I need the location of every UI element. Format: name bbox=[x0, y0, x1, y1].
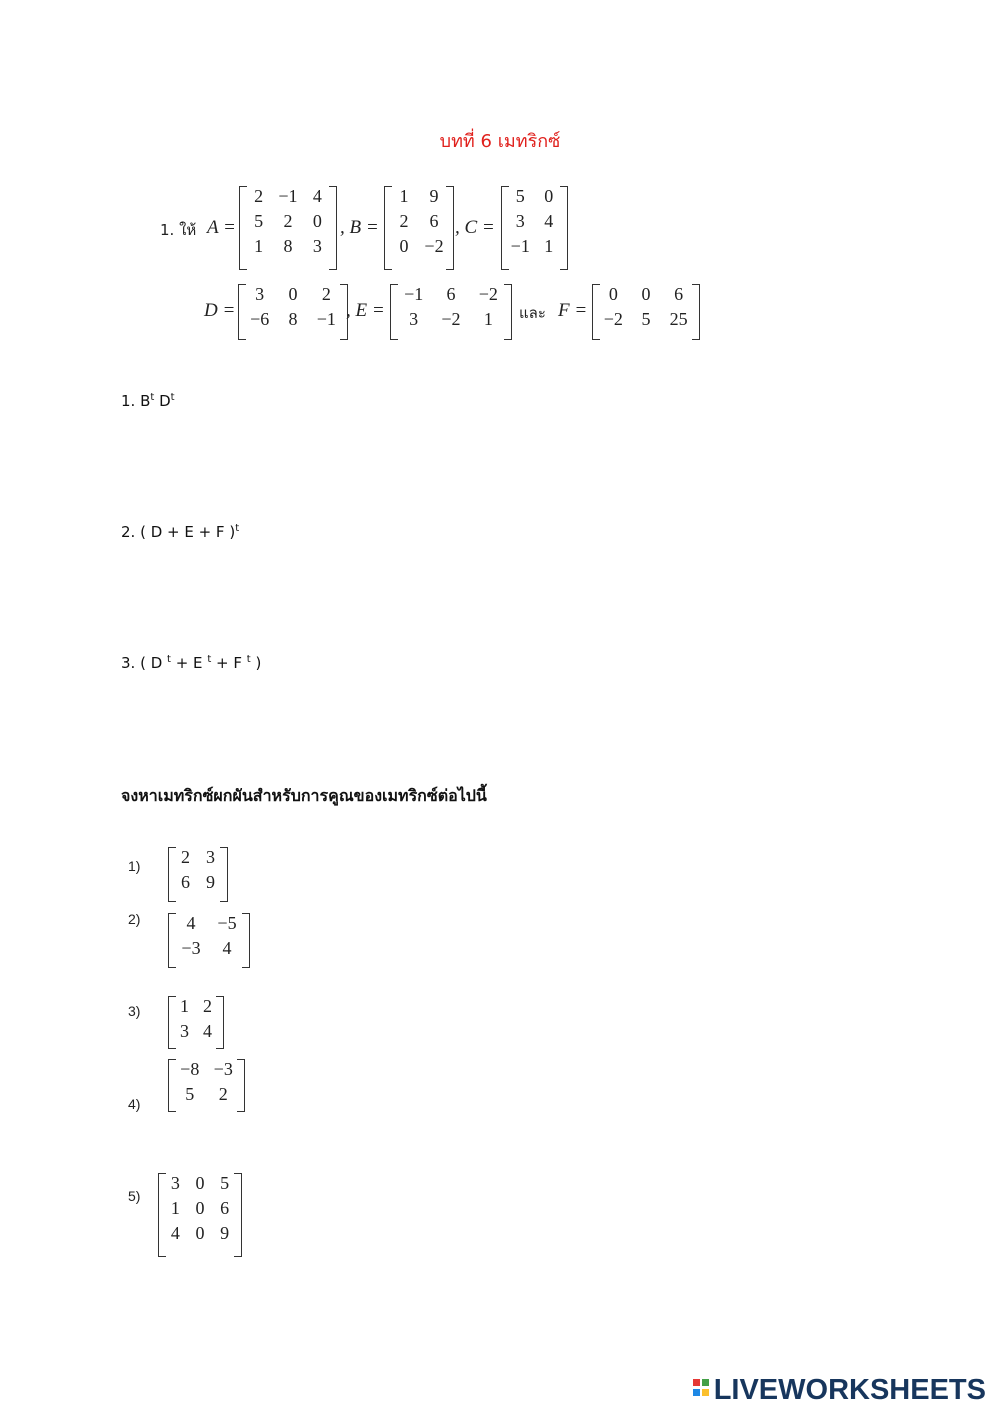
matrix-entry: 0 bbox=[195, 1223, 205, 1243]
matrix-entry: 6 bbox=[220, 1198, 230, 1218]
label-A: A = bbox=[207, 217, 236, 238]
matrix-entry: 6 bbox=[674, 284, 684, 304]
item-label-1: 1) bbox=[128, 858, 141, 874]
page-title: บทที่ 6 เมทริกซ์ bbox=[439, 131, 561, 152]
matrix-entry: 1 bbox=[544, 236, 554, 256]
matrix-entry: 1 bbox=[180, 996, 189, 1016]
item-label-4: 4) bbox=[128, 1096, 141, 1112]
matrix-entry: −8 bbox=[180, 1059, 200, 1079]
matrix-entry: 1 bbox=[254, 236, 264, 256]
matrix-entry: 3 bbox=[515, 211, 525, 231]
matrix-E bbox=[390, 284, 512, 340]
matrix-F bbox=[592, 284, 700, 340]
item-matrix-1 bbox=[168, 847, 228, 902]
item-label-5: 5) bbox=[128, 1188, 141, 1204]
matrix-entry: 4 bbox=[544, 211, 554, 231]
matrix-entry: 9 bbox=[429, 186, 439, 206]
matrix-entry: 1 bbox=[399, 186, 409, 206]
matrix-entry: −6 bbox=[250, 309, 270, 329]
matrix-entry: 5 bbox=[220, 1173, 230, 1193]
matrix-entry: 2 bbox=[218, 1084, 228, 1104]
label-C: , C = bbox=[455, 217, 495, 238]
liveworksheets-logo-icon bbox=[693, 1377, 711, 1401]
label-D: D = bbox=[204, 300, 236, 321]
matrix-entry: 2 bbox=[254, 186, 264, 206]
matrix-entry: −1 bbox=[404, 284, 424, 304]
matrix-entry: 2 bbox=[283, 211, 293, 231]
item-label-3: 3) bbox=[128, 1003, 141, 1019]
matrix-entry: 5 bbox=[641, 309, 651, 329]
item-matrix-5 bbox=[158, 1173, 242, 1257]
item-matrix-4 bbox=[168, 1059, 245, 1112]
liveworksheets-logo: LIVEWORKSHEETS bbox=[693, 1374, 986, 1407]
matrix-entry: 0 bbox=[641, 284, 651, 304]
matrix-entry: 5 bbox=[515, 186, 525, 206]
matrix-entry: 3 bbox=[206, 847, 215, 867]
matrix-entry: 4 bbox=[312, 186, 322, 206]
matrix-entry: 4 bbox=[222, 938, 232, 958]
matrix-entry: 8 bbox=[283, 236, 293, 256]
matrix-entry: −1 bbox=[278, 186, 298, 206]
given-prefix: 1. ให้ bbox=[160, 221, 197, 239]
matrix-entry: −2 bbox=[441, 309, 461, 329]
matrix-entry: 9 bbox=[220, 1223, 230, 1243]
instruction: จงหาเมทริกซ์ผกผันสำหรับการคูณของเมทริกซ์ต่อไปนี้ bbox=[121, 786, 487, 805]
matrix-entry: 5 bbox=[254, 211, 264, 231]
matrix-entry: 5 bbox=[185, 1084, 195, 1104]
matrix-entry: −1 bbox=[316, 309, 336, 329]
matrix-entry: 3 bbox=[255, 284, 265, 304]
matrix-entry: 6 bbox=[429, 211, 439, 231]
question-1: 1. $B^t$ $D^t$ bbox=[121, 392, 175, 410]
matrix-entry: 3 bbox=[312, 236, 322, 256]
matrix-entry: 2 bbox=[399, 211, 409, 231]
item-matrix-2 bbox=[168, 913, 250, 968]
matrix-D bbox=[238, 284, 348, 340]
matrix-entry: 3 bbox=[180, 1021, 189, 1041]
matrix-entry: 2 bbox=[181, 847, 190, 867]
matrix-entry: 4 bbox=[203, 1021, 212, 1041]
matrix-entry: −1 bbox=[510, 236, 530, 256]
matrix-entry: −5 bbox=[217, 913, 237, 933]
label-F: F = bbox=[558, 300, 588, 321]
question-3: 3. ( D $^t$ + E $^t$ + F $^t$ ) bbox=[121, 654, 262, 672]
label-E: , E = bbox=[346, 300, 385, 321]
matrix-entry: 25 bbox=[669, 309, 688, 329]
matrix-B bbox=[384, 186, 454, 270]
matrix-entry: 0 bbox=[608, 284, 618, 304]
matrix-entry: 2 bbox=[321, 284, 331, 304]
matrix-entry: 1 bbox=[170, 1198, 180, 1218]
and-word: และ bbox=[519, 304, 546, 322]
matrix-C bbox=[501, 186, 568, 270]
matrix-entry: −3 bbox=[181, 938, 201, 958]
label-B: , B = bbox=[340, 217, 379, 238]
matrix-entry: −2 bbox=[478, 284, 498, 304]
matrix-entry: 4 bbox=[170, 1223, 180, 1243]
matrix-entry: 1 bbox=[483, 309, 493, 329]
matrix-entry: 8 bbox=[288, 309, 298, 329]
matrix-entry: 3 bbox=[170, 1173, 180, 1193]
matrix-entry: 0 bbox=[312, 211, 322, 231]
matrix-entry: 0 bbox=[195, 1173, 205, 1193]
matrix-entry: 9 bbox=[206, 872, 215, 892]
matrix-entry: 0 bbox=[195, 1198, 205, 1218]
item-matrix-3 bbox=[168, 996, 224, 1049]
matrix-entry: −3 bbox=[213, 1059, 233, 1079]
question-2: 2. ( D + E + F )$^t$ bbox=[121, 523, 240, 541]
matrix-entry: 2 bbox=[203, 996, 212, 1016]
matrix-entry: 3 bbox=[409, 309, 419, 329]
matrix-A bbox=[239, 186, 337, 270]
matrix-entry: −2 bbox=[603, 309, 623, 329]
item-label-2: 2) bbox=[128, 911, 141, 927]
matrix-entry: −2 bbox=[424, 236, 444, 256]
matrix-entry: 0 bbox=[544, 186, 554, 206]
matrix-entry: 0 bbox=[288, 284, 298, 304]
matrix-entry: 6 bbox=[446, 284, 456, 304]
matrix-entry: 4 bbox=[186, 913, 196, 933]
matrix-entry: 0 bbox=[399, 236, 409, 256]
matrix-entry: 6 bbox=[181, 872, 190, 892]
